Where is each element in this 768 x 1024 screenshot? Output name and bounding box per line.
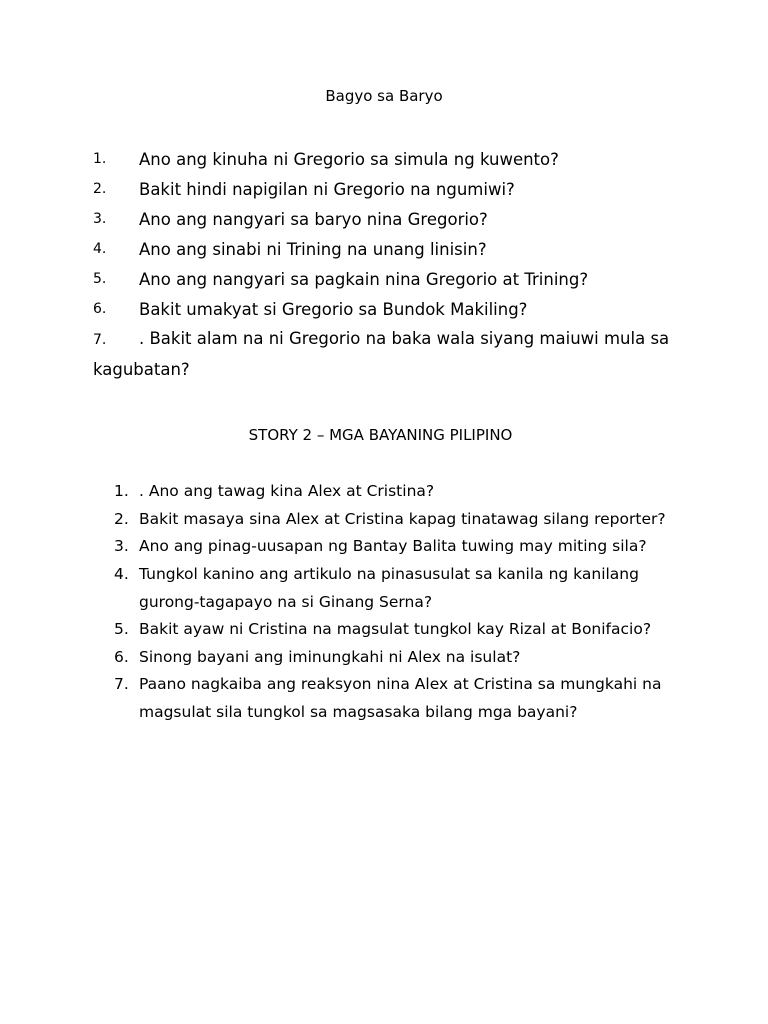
list-item [114, 643, 674, 671]
question-text: Ano ang nangyari sa pagkain nina Gregorio at Trining? [139, 269, 589, 289]
question-text: Ano ang nangyari sa baryo nina Gregorio? [139, 209, 488, 229]
question-number: 4. [93, 241, 107, 257]
question-number: 1. [114, 482, 129, 500]
question-text: . Bakit alam na ni Gregorio na baka wala siyang maiuwi mula sa kagubatan? [93, 329, 670, 379]
question-text: Paano nagkaiba ang reaksyon nina Alex at Cristina sa mungkahi na magsulat sila tungkol sa magsasaka bilang mga bayani? [139, 675, 662, 721]
question-text: Tungkol kanino ang artikulo na pinasusulat sa kanila ng kanilang gurong-tagapayo na si Ginang Serna? [139, 564, 639, 611]
question-text: . Ano ang tawag kina Alex at Cristina? [139, 482, 435, 500]
list-item [93, 234, 683, 264]
list-item [114, 505, 674, 533]
question-number: 5. [114, 620, 129, 638]
question-number: 5. [93, 271, 107, 287]
question-text: Ano ang pinag-uusapan ng Bantay Balita tuwing may miting sila? [139, 537, 647, 555]
list-item [93, 264, 683, 294]
question-text: Bakit umakyat si Gregorio sa Bundok Makiling? [139, 299, 528, 319]
list-item [114, 615, 674, 643]
question-number: 3. [114, 537, 129, 555]
question-text: Ano ang kinuha ni Gregorio sa simula ng kuwento? [139, 149, 559, 169]
list-item [93, 144, 683, 174]
story2-question-list [114, 477, 674, 726]
question-text: Bakit hindi napigilan ni Gregorio na ngumiwi? [139, 179, 515, 199]
question-number: 7. [93, 332, 107, 348]
story2-title: STORY 2 – MGA BAYANING PILIPINO [248, 426, 513, 444]
list-item [114, 532, 674, 560]
question-number: 2. [114, 509, 129, 528]
list-item [114, 477, 674, 505]
question-number: 2. [93, 181, 107, 197]
question-number: 3. [93, 211, 107, 227]
question-number: 1. [93, 151, 107, 167]
question-number: 4. [114, 564, 129, 583]
list-item [93, 204, 683, 234]
list-item [93, 174, 683, 204]
question-number: 7. [114, 675, 129, 693]
question-text: Bakit masaya sina Alex at Cristina kapag tinatawag silang reporter? [139, 509, 666, 528]
list-item [114, 560, 674, 616]
list-item [114, 670, 674, 726]
list-item [93, 294, 683, 324]
question-text: Ano ang sinabi ni Trining na unang linisin? [139, 239, 487, 259]
question-number: 6. [93, 301, 107, 317]
question-text: Bakit ayaw ni Cristina na magsulat tungkol kay Rizal at Bonifacio? [139, 620, 652, 638]
question-text: Sinong bayani ang iminungkahi ni Alex na isulat? [139, 647, 521, 666]
story1-question-list [93, 144, 683, 385]
list-item [93, 324, 683, 385]
question-number: 6. [114, 647, 129, 666]
story1-title: Bagyo sa Baryo [325, 87, 443, 105]
